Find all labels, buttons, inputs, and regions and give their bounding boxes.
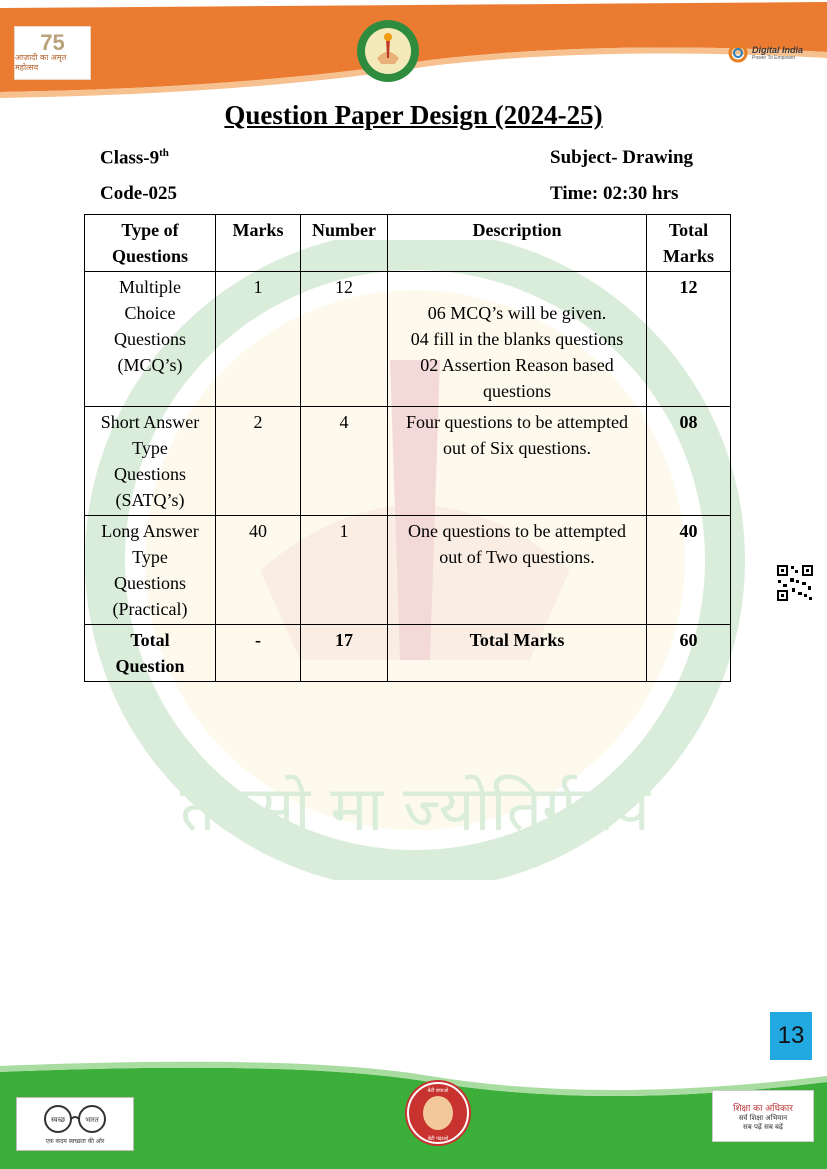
type-line: Short Answer <box>100 412 200 432</box>
description-line: One questions to be attempted <box>408 521 626 541</box>
total-total: 60 <box>647 625 731 682</box>
header-number: Number <box>301 215 388 272</box>
code-label: Code-025 <box>100 183 178 204</box>
row-marks: 40 <box>216 516 301 625</box>
logo-left-mark: 75 <box>40 30 65 55</box>
description-line: 04 fill in the blanks questions <box>410 329 624 349</box>
row-description <box>388 516 647 625</box>
header-description: Description <box>388 215 647 272</box>
watermark-motto: तमसो मा ज्योतिर्गमय <box>180 772 650 845</box>
description-line: 06 MCQ’s will be given. <box>427 303 607 323</box>
header-marks: Marks <box>216 215 301 272</box>
row-description <box>388 407 647 516</box>
azadi-ka-amrit-mahotsav-logo <box>14 26 91 80</box>
digital-india-tagline: Power To Empower <box>752 55 796 61</box>
table-row <box>85 407 731 516</box>
time-label: Time: 02:30 hrs <box>550 183 679 204</box>
digital-india-logo <box>728 36 814 70</box>
description-line: 02 Assertion Reason based <box>420 355 614 375</box>
row-total: 40 <box>647 516 731 625</box>
header-total-line2: Marks <box>663 246 714 266</box>
class-suffix: th <box>159 147 169 159</box>
glasses-icon <box>30 1103 120 1135</box>
type-line: Choice <box>124 303 176 323</box>
type-line: Long Answer <box>101 521 199 541</box>
swachh-caption: एक कदम स्वच्छता की ओर <box>45 1138 105 1145</box>
beti-top-text: बेटी बचाओ <box>427 1088 449 1094</box>
girl-face-icon <box>423 1096 453 1130</box>
page-title: Question Paper Design (2024-25) <box>224 100 603 130</box>
row-type <box>85 516 216 625</box>
swachh-left-text: स्वच्छ <box>50 1116 66 1124</box>
hand-torch-icon <box>365 28 411 74</box>
question-paper-table <box>84 214 731 682</box>
emblem-center <box>365 28 411 74</box>
page-number: 13 <box>770 1012 812 1060</box>
swachh-right-text: भारत <box>85 1116 99 1124</box>
type-line: Questions <box>114 464 186 484</box>
logo-left-text: आज़ादी का अमृत महोत्सव <box>15 53 67 72</box>
total-label <box>85 625 216 682</box>
shiksha-tag: सब पढ़ें सब बढ़ें <box>743 1122 783 1131</box>
row-number: 12 <box>301 272 388 407</box>
row-total: 08 <box>647 407 731 516</box>
subject-label: Subject- Drawing <box>550 147 694 168</box>
header-type-line1: Type of <box>121 220 179 240</box>
header-type-line2: Questions <box>111 246 189 266</box>
class-label <box>100 147 169 169</box>
swachh-bharat-logo <box>16 1097 134 1151</box>
total-description: Total Marks <box>388 625 647 682</box>
type-line: Type <box>132 438 168 458</box>
row-number: 1 <box>301 516 388 625</box>
description-line: out of Six questions. <box>442 438 591 458</box>
beti-bottom-text: बेटी पढ़ाओ <box>427 1136 449 1142</box>
board-emblem <box>357 20 419 82</box>
table-total-row <box>85 625 731 682</box>
beti-bachao-logo <box>405 1080 471 1146</box>
header-total-line1: Total <box>668 220 709 240</box>
row-type <box>85 272 216 407</box>
type-line: Type <box>132 547 168 567</box>
header-total <box>647 215 731 272</box>
total-label-line1: Total <box>130 630 170 650</box>
row-total: 12 <box>647 272 731 407</box>
type-line: Questions <box>114 329 186 349</box>
table-row <box>85 272 731 407</box>
row-type <box>85 407 216 516</box>
row-number: 4 <box>301 407 388 516</box>
description-line: out of Two questions. <box>439 547 595 567</box>
row-marks: 1 <box>216 272 301 407</box>
shiksha-ka-adhikar-logo <box>712 1090 814 1142</box>
type-line: (Practical) <box>112 599 188 619</box>
total-marks: - <box>216 625 301 682</box>
type-line: (SATQ’s) <box>115 490 185 510</box>
total-number: 17 <box>301 625 388 682</box>
type-line: Questions <box>114 573 186 593</box>
table-row <box>85 516 731 625</box>
row-description <box>388 272 647 407</box>
description-line: Four questions to be attempted <box>406 412 628 432</box>
digital-india-icon <box>728 41 748 65</box>
digital-india-text: Digital India <box>752 45 804 55</box>
table-header-row <box>85 215 731 272</box>
class-text: Class-9 <box>100 147 160 169</box>
type-line: Multiple <box>119 277 181 297</box>
qr-code-icon <box>776 564 814 602</box>
type-line: (MCQ’s) <box>117 355 183 375</box>
total-label-line2: Question <box>115 656 185 676</box>
header-type <box>85 215 216 272</box>
description-line: questions <box>482 381 551 401</box>
row-marks: 2 <box>216 407 301 516</box>
shiksha-title: शिक्षा का अधिकार <box>733 1103 793 1114</box>
shiksha-sub: सर्व शिक्षा अभियान <box>738 1113 788 1122</box>
